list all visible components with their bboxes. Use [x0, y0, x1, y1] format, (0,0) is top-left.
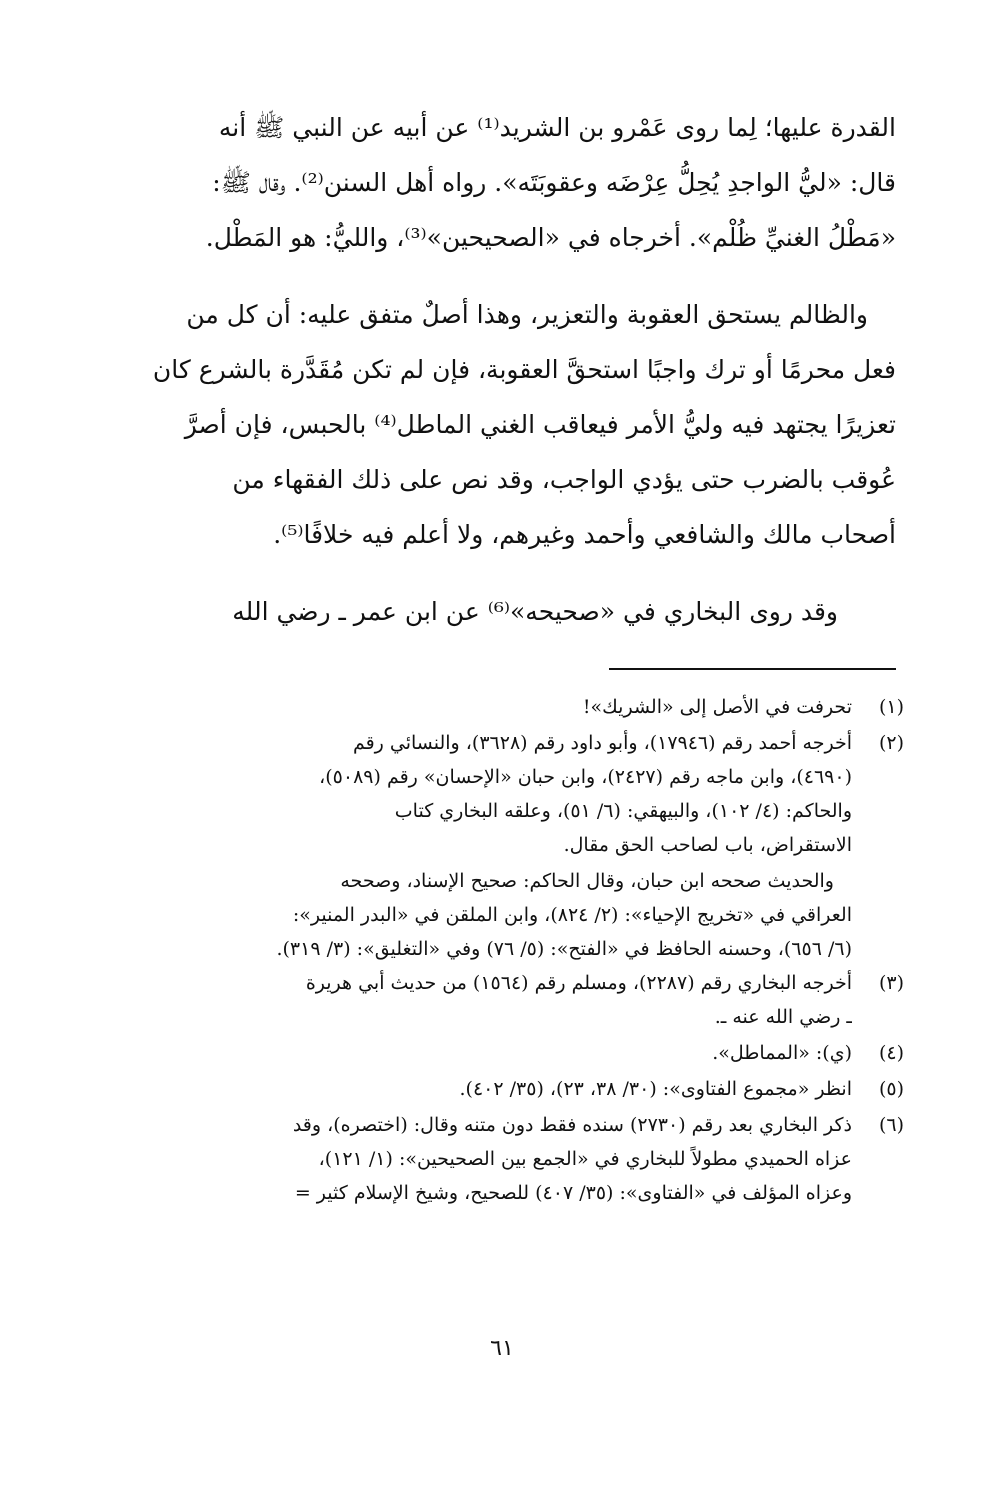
- page-number: ٦١: [490, 1336, 514, 1361]
- footnote-line: وعزاه المؤلف في «الفتاوى»: (٣٥/ ٤٠٧) للصحيح، وشيخ الإسلام كثير =: [294, 1182, 852, 1204]
- paragraph-3: [106, 584, 896, 639]
- text-line: أصحاب مالك والشافعي وأحمد وغيرهم، ولا أعلم فيه خلافًا⁽⁵⁾.: [273, 520, 896, 549]
- footnote-text: [104, 1036, 852, 1070]
- footnote-text: [104, 690, 852, 724]
- footnote-6: [104, 1108, 904, 1210]
- footnote-line: (٦/ ٦٥٦)، وحسنه الحافظ في «الفتح»: (٥/ ٧٦) وفي «التغليق»: (٣/ ٣١٩).: [276, 938, 852, 960]
- footnote-separator: [609, 668, 896, 670]
- text-line: «مَطْلُ الغنيِّ ظُلْم». أخرجاه في «الصحيحين»⁽³⁾، والليُّ: هو المَطْل.: [205, 223, 896, 252]
- footnote-number: (٥): [878, 1078, 904, 1100]
- footnote-line: العراقي في «تخريج الإحياء»: (٢/ ٨٢٤)، وابن الملقن في «البدر المنير»:: [292, 904, 852, 926]
- footnote-line: أخرجه البخاري رقم (٢٢٨٧)، ومسلم رقم (١٥٦٤) من حديث أبي هريرة: [305, 972, 852, 994]
- footnote-number: (٤): [878, 1042, 904, 1064]
- text-line: فعل محرمًا أو ترك واجبًا استحقَّ العقوبة، فإن لم تكن مُقَدَّرة بالشرع كان: [152, 355, 896, 384]
- footnote-line: ـ رضي الله عنه ـ.: [714, 1006, 852, 1028]
- footnote-line: والحديث صححه ابن حبان، وقال الحاكم: صحيح الإسناد، وصححه: [340, 870, 834, 892]
- footnote-text: [104, 966, 852, 1034]
- footnote-line: (٤٦٩٠)، وابن ماجه رقم (٢٤٢٧)، وابن حبان «الإحسان» رقم (٥٠٨٩)،: [319, 766, 852, 788]
- footnote-line: ذكر البخاري بعد رقم (٢٧٣٠) سنده فقط دون متنه وقال: (اختصره)، وقد: [292, 1114, 852, 1136]
- paragraph-2: [106, 287, 896, 562]
- footnote-2-continuation: [104, 864, 904, 966]
- footnotes: [104, 690, 904, 1212]
- footnote-line: (ي): «المماطل».: [712, 1042, 852, 1064]
- main-text: [106, 100, 896, 639]
- footnote-line: الاستقراض، باب لصاحب الحق مقال.: [563, 834, 852, 856]
- footnote-text: [104, 1072, 852, 1106]
- text-line: والظالم يستحق العقوبة والتعزير، وهذا أصلٌ متفق عليه: أن كل من: [186, 300, 868, 329]
- footnote-2: [104, 726, 904, 862]
- footnote-line: انظر «مجموع الفتاوى»: (٣٠/ ٣٨، ٢٣)، (٣٥/ ٤٠٢).: [459, 1078, 852, 1100]
- footnote-3: [104, 966, 904, 1034]
- text-line: القدرة عليها؛ لِما روى عَمْرو بن الشريد⁽¹⁾ عن أبيه عن النبي ﷺ أنه: [218, 113, 896, 142]
- footnote-text: [104, 726, 852, 862]
- footnote-1: [104, 690, 904, 724]
- paragraph-1: [106, 100, 896, 265]
- text-line: وقد روى البخاري في «صحيحه»⁽⁶⁾ عن ابن عمر ـ رضي الله: [232, 597, 838, 626]
- text-line: عُوقب بالضرب حتى يؤدي الواجب، وقد نص على ذلك الفقهاء من: [232, 465, 896, 494]
- footnote-line: أخرجه أحمد رقم (١٧٩٤٦)، وأبو داود رقم (٣٦٢٨)، والنسائي رقم: [352, 732, 852, 754]
- footnote-number: (٣): [878, 972, 904, 994]
- footnote-5: [104, 1072, 904, 1106]
- text-line: قال: «ليُّ الواجدِ يُحِلُّ عِرْضَه وعقوبَتَه». رواه أهل السنن⁽²⁾. وقال ﷺ:: [212, 168, 896, 197]
- footnote-number: (٦): [878, 1114, 904, 1136]
- footnote-line: تحرفت في الأصل إلى «الشريك»!: [582, 696, 852, 718]
- footnote-number: (٢): [878, 732, 904, 754]
- text-line: تعزيرًا يجتهد فيه وليُّ الأمر فيعاقب الغني الماطل⁽⁴⁾ بالحبس، فإن أصرَّ: [184, 410, 896, 439]
- footnote-number: (١): [878, 696, 904, 718]
- footnote-text: [104, 1108, 852, 1210]
- footnote-line: عزاه الحميدي مطولاً للبخاري في «الجمع بين الصحيحين»: (١/ ١٢١)،: [318, 1148, 852, 1170]
- footnote-4: [104, 1036, 904, 1070]
- footnote-line: والحاكم: (٤/ ١٠٢)، والبيهقي: (٦/ ٥١)، وعلقه البخاري كتاب: [394, 800, 852, 822]
